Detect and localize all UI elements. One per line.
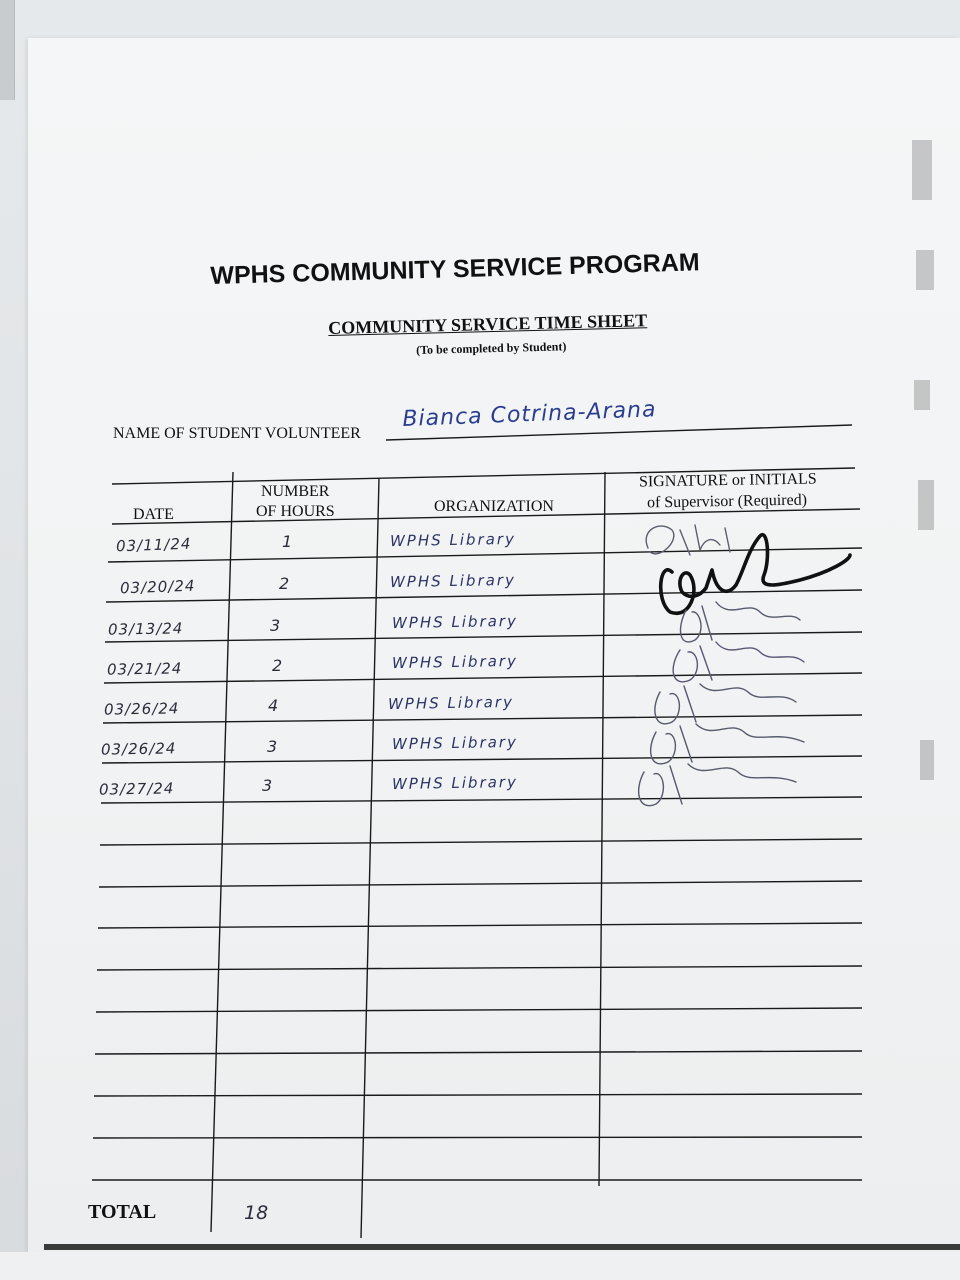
signature-mark	[639, 764, 796, 806]
row-date: 03/13/24	[107, 619, 184, 639]
row-organization: WPHS Library	[389, 570, 517, 592]
row-organization: WPHS Library	[391, 732, 519, 754]
row-hours: 1	[282, 532, 293, 551]
student-name-label: NAME OF STUDENT VOLUNTEER	[113, 425, 361, 442]
row-date: 03/21/24	[106, 659, 183, 679]
signature-mark	[651, 724, 804, 764]
organization-column-header: ORGANIZATION	[434, 498, 554, 515]
row-date: 03/20/24	[119, 576, 196, 598]
signature-column-header-line2: of Supervisor (Required)	[646, 491, 808, 512]
signature-mark	[680, 602, 800, 642]
date-column-header: DATE	[133, 506, 174, 523]
signature-mark	[661, 535, 850, 614]
row-organization: WPHS Library	[391, 651, 519, 673]
total-hours-value: 18	[244, 1202, 269, 1224]
row-organization: WPHS Library	[391, 772, 519, 794]
signature-column-header-line1: SIGNATURE or INITIALS	[638, 470, 817, 491]
student-name-value: Bianca Cotrina-Arana	[402, 397, 657, 432]
row-date: 03/26/24	[100, 739, 177, 759]
signature-mark	[673, 642, 804, 682]
row-hours: 4	[268, 696, 279, 715]
sheet-title: COMMUNITY SERVICE TIME SHEET	[328, 310, 648, 338]
row-date: 03/11/24	[115, 534, 192, 556]
total-label: TOTAL	[88, 1201, 157, 1223]
row-hours: 2	[279, 574, 290, 593]
signature-mark	[655, 684, 796, 724]
row-date: 03/26/24	[103, 699, 180, 719]
row-hours: 3	[267, 737, 278, 756]
row-hours: 2	[272, 656, 283, 675]
sheet-note: (To be completed by Student)	[416, 339, 567, 357]
row-organization: WPHS Library	[387, 692, 515, 714]
row-organization: WPHS Library	[389, 529, 517, 551]
row-hours: 3	[262, 776, 273, 795]
hours-column-header-line1: NUMBER	[261, 483, 330, 500]
hours-column-header-line2: OF HOURS	[256, 503, 335, 520]
program-title: WPHS COMMUNITY SERVICE PROGRAM	[210, 248, 700, 290]
row-organization: WPHS Library	[391, 611, 519, 633]
signature-mark	[646, 525, 730, 555]
row-date: 03/27/24	[98, 779, 175, 799]
row-hours: 3	[270, 616, 281, 635]
